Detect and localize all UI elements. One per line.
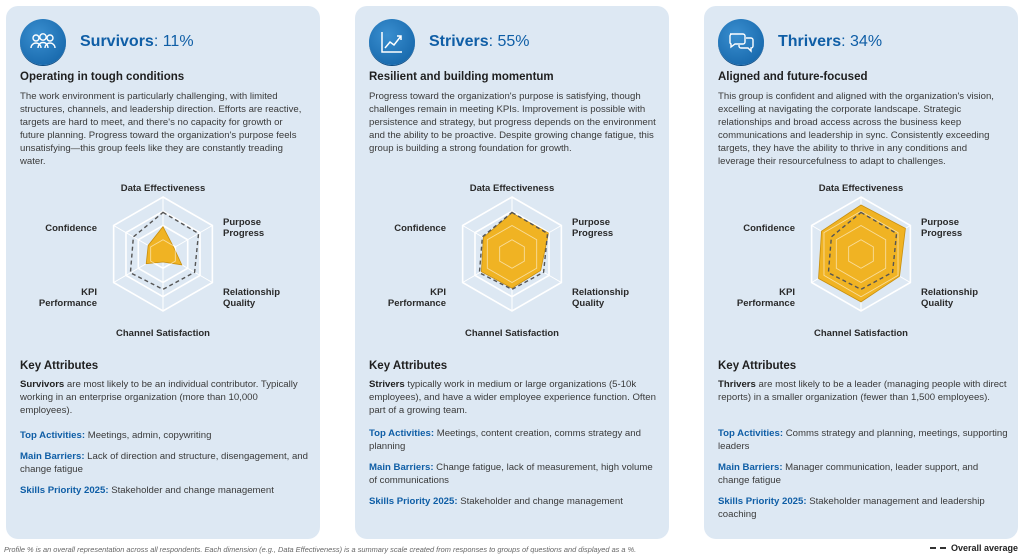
radar-axis-label: Relationship Quality xyxy=(921,287,979,309)
radar-axis-label: KPI Performance xyxy=(736,287,795,309)
radar-axis-label: KPI Performance xyxy=(38,287,97,309)
profile-title: Strivers: 55% xyxy=(429,33,530,50)
profile-description: The work environment is particularly challenging, with limited structures, channels, and leadership direction. Efforts are reactive, targets are hard to meet, and there's no capacity for growth or future planning. Progress toward the organization's purpose feels unsatisfying—this group feels like they are constantly treading water. xyxy=(20,91,302,167)
radar-chart xyxy=(6,178,320,348)
profile-card-strivers xyxy=(355,6,669,539)
radar-axis-label: Relationship Quality xyxy=(572,287,630,309)
radar-axis-label: Purpose Progress xyxy=(223,217,265,239)
people-icon xyxy=(20,19,66,65)
key-attributes-heading: Key Attributes xyxy=(369,360,448,372)
radar-series-profile xyxy=(819,205,906,302)
profile-subtitle: Operating in tough conditions xyxy=(20,71,185,83)
radar-axis-label: Data Effectiveness xyxy=(120,183,206,194)
dashed-line-icon xyxy=(930,547,946,549)
profile-subtitle: Resilient and building momentum xyxy=(369,71,554,83)
key-attributes-heading: Key Attributes xyxy=(20,360,99,372)
key-attributes-heading: Key Attributes xyxy=(718,360,797,372)
card-header xyxy=(20,16,194,68)
attributes-text: Thrivers are most likely to be a leader (managing people with direct reports) in a smaller organization (fewer than 1,500 employees). xyxy=(718,379,1007,403)
radar-chart xyxy=(704,178,1018,348)
radar-axis-label: KPI Performance xyxy=(387,287,446,309)
radar-axis-label: Confidence xyxy=(45,223,97,234)
skills-priority: Skills Priority 2025: Stakeholder management and leadership coaching xyxy=(718,496,985,520)
radar-axis-label: Data Effectiveness xyxy=(469,183,555,194)
radar-axis-label: Confidence xyxy=(743,223,795,234)
radar-axis-label: Data Effectiveness xyxy=(818,183,904,194)
attributes-text: Survivors are most likely to be an individual contributor. Typically working in an enterprise organization (more than 10,000 employees). xyxy=(20,379,298,416)
profile-title: Thrivers: 34% xyxy=(778,33,883,50)
legend xyxy=(930,543,1018,553)
profile-description: This group is confident and aligned with the organization's vision, excelling at navigating the corporate landscape. Strategic relationships and broad access across the business keep communications and leadership in sync. Consistently exceeding targets, they have the ability to thrive in any conditions and leverage their resourcefulness to adapt to challenges. xyxy=(718,91,994,167)
top-activities: Top Activities: Meetings, admin, copywriting xyxy=(20,430,212,441)
card-header xyxy=(369,16,530,68)
radar-chart xyxy=(355,178,669,348)
profile-subtitle: Aligned and future-focused xyxy=(718,71,868,83)
radar-axis-label: Purpose Progress xyxy=(921,217,963,239)
chat-bubbles-icon xyxy=(718,19,764,65)
top-activities: Top Activities: Meetings, content creation, comms strategy and planning xyxy=(369,428,641,452)
top-activities: Top Activities: Comms strategy and planning, meetings, supporting leaders xyxy=(718,428,1008,452)
footnote: Profile % is an overall representation across all respondents. Each dimension (e.g., Data Effectiveness) is a summary scale created from responses to groups of questions and displayed as a %. xyxy=(4,545,637,554)
radar-axis-label: Channel Satisfaction xyxy=(116,328,210,339)
radar-axis-label: Channel Satisfaction xyxy=(814,328,908,339)
card-header xyxy=(718,16,882,68)
radar-axis-label: Confidence xyxy=(394,223,446,234)
main-barriers: Main Barriers: Manager communication, leader support, and change fatigue xyxy=(718,462,979,486)
profile-title: Survivors: 11% xyxy=(80,33,194,50)
radar-axis-label: Purpose Progress xyxy=(572,217,614,239)
main-barriers: Main Barriers: Change fatigue, lack of measurement, high volume of communications xyxy=(369,462,653,486)
radar-axis-label: Channel Satisfaction xyxy=(465,328,559,339)
main-barriers: Main Barriers: Lack of direction and structure, disengagement, and change fatigue xyxy=(20,451,308,475)
radar-series-profile xyxy=(481,213,548,288)
profile-description: Progress toward the organization's purpose is satisfying, though challenges remain in meeting KPIs. Improvement is possible with persistence and strategy, but progress depends on the environment and the ability to be proactive. Despite growing change fatigue, this group is building a strong foundation for growth. xyxy=(369,91,656,154)
skills-priority: Skills Priority 2025: Stakeholder and change management xyxy=(20,485,274,496)
legend-label: Overall average xyxy=(950,543,1018,553)
attributes-text: Strivers typically work in medium or large organizations (5-10k employees), and have a wider employee experience function. Often part of a growing team. xyxy=(369,379,656,416)
radar-axis-label: Relationship Quality xyxy=(223,287,281,309)
profile-card-thrivers xyxy=(704,6,1018,539)
trend-chart-icon xyxy=(369,19,415,65)
skills-priority: Skills Priority 2025: Stakeholder and change management xyxy=(369,496,623,507)
profile-card-survivors xyxy=(6,6,320,539)
